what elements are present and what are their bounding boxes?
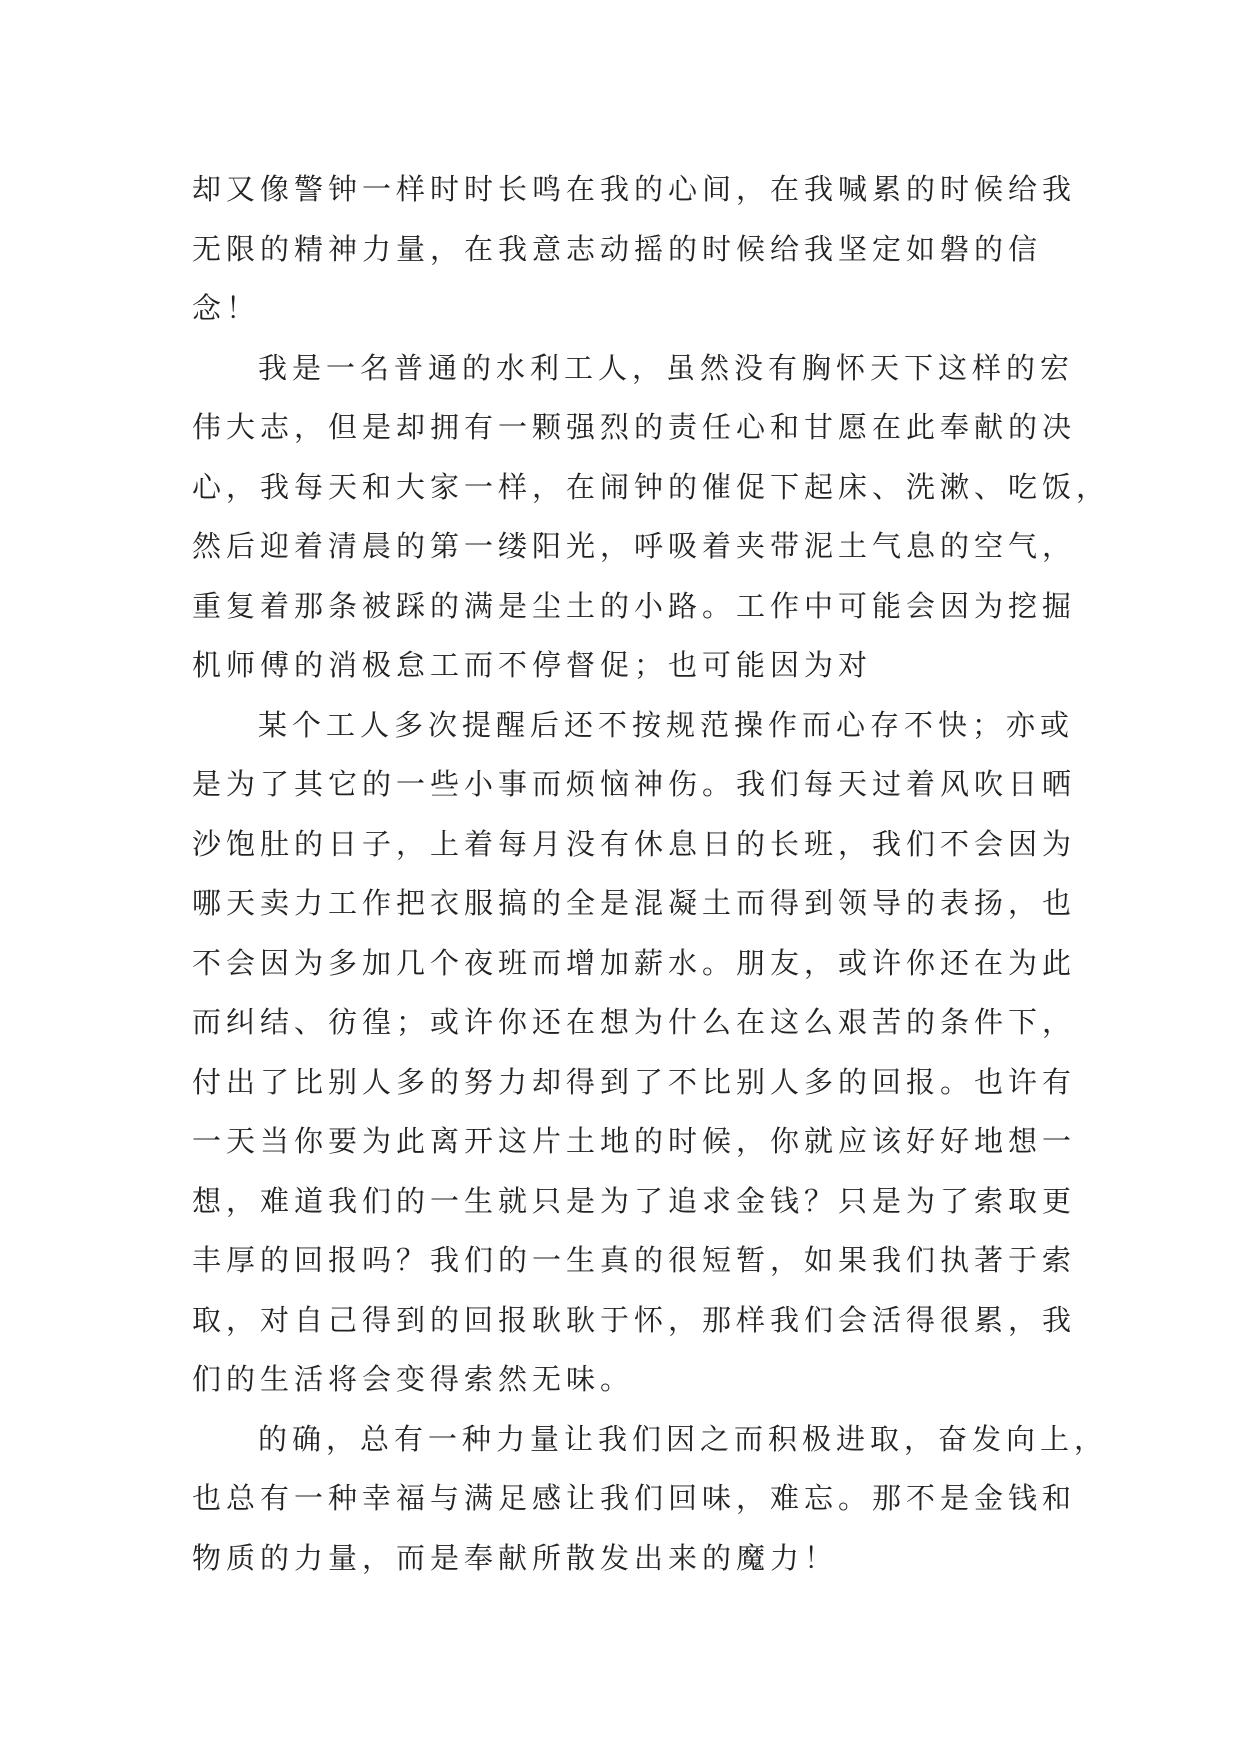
text-line: 沙饱肚的日子，上着每月没有休息日的长班，我们不会因为 bbox=[192, 826, 1077, 861]
text-line: 一天当你要为此离开这片土地的时候，你就应该好好地想一 bbox=[192, 1124, 1077, 1158]
paragraph bbox=[192, 696, 1077, 1410]
document-body bbox=[192, 160, 1111, 1588]
text-line: 却又像警钟一样时时长鸣在我的心间，在我喊累的时候给我 bbox=[192, 172, 1077, 206]
text-line: 物质的力量，而是奉献所散发出来的魔力！ bbox=[192, 1540, 839, 1575]
paragraph bbox=[192, 1410, 1109, 1589]
text-line: 我是一名普通的水利工人，虽然没有胸怀天下这样的宏 bbox=[258, 350, 1075, 385]
text-line: 也总有一种幸福与满足感让我们回味，难忘。那不是金钱和 bbox=[192, 1481, 1077, 1515]
text-line: 重复着那条被踩的满是尘土的小路。工作中可能会因为挖掘 bbox=[192, 588, 1077, 623]
paragraph bbox=[192, 339, 1111, 696]
text-line: 机师傅的消极怠工而不停督促；也可能因为对 bbox=[192, 648, 873, 682]
text-line: 而纠结、彷徨；或许你还在想为什么在这么艰苦的条件下， bbox=[192, 1005, 1077, 1039]
text-line: 们的生活将会变得索然无味。 bbox=[192, 1362, 635, 1396]
text-line: 不会因为多加几个夜班而增加薪水。朋友，或许你还在为此 bbox=[192, 945, 1077, 980]
paragraph bbox=[192, 160, 1077, 339]
text-line: 念！ bbox=[192, 291, 261, 325]
text-line: 无限的精神力量，在我意志动摇的时候给我坚定如磐的信 bbox=[192, 231, 1043, 266]
text-line: 然后迎着清晨的第一缕阳光，呼吸着夹带泥土气息的空气， bbox=[192, 529, 1077, 563]
text-line: 丰厚的回报吗？我们的一生真的很短暂，如果我们执著于索 bbox=[192, 1243, 1077, 1277]
text-line: 是为了其它的一些小事而烦恼神伤。我们每天过着风吹日晒 bbox=[192, 767, 1077, 801]
text-line: 取，对自己得到的回报耿耿于怀，那样我们会活得很累，我 bbox=[192, 1302, 1077, 1337]
text-line: 付出了比别人多的努力却得到了不比别人多的回报。也许有 bbox=[192, 1064, 1077, 1099]
text-line: 哪天卖力工作把衣服搞的全是混凝土而得到领导的表扬，也 bbox=[192, 886, 1077, 920]
text-line: 某个工人多次提醒后还不按规范操作而心存不快；亦或 bbox=[258, 707, 1075, 742]
text-line: 心，我每天和大家一样，在闹钟的催促下起床、洗漱、吃饭， bbox=[192, 469, 1111, 504]
text-line: 的确，总有一种力量让我们因之而积极进取，奋发向上， bbox=[258, 1421, 1109, 1456]
text-line: 想，难道我们的一生就只是为了追求金钱？只是为了索取更 bbox=[192, 1183, 1077, 1218]
text-line: 伟大志，但是却拥有一颗强烈的责任心和甘愿在此奉献的决 bbox=[192, 410, 1077, 444]
